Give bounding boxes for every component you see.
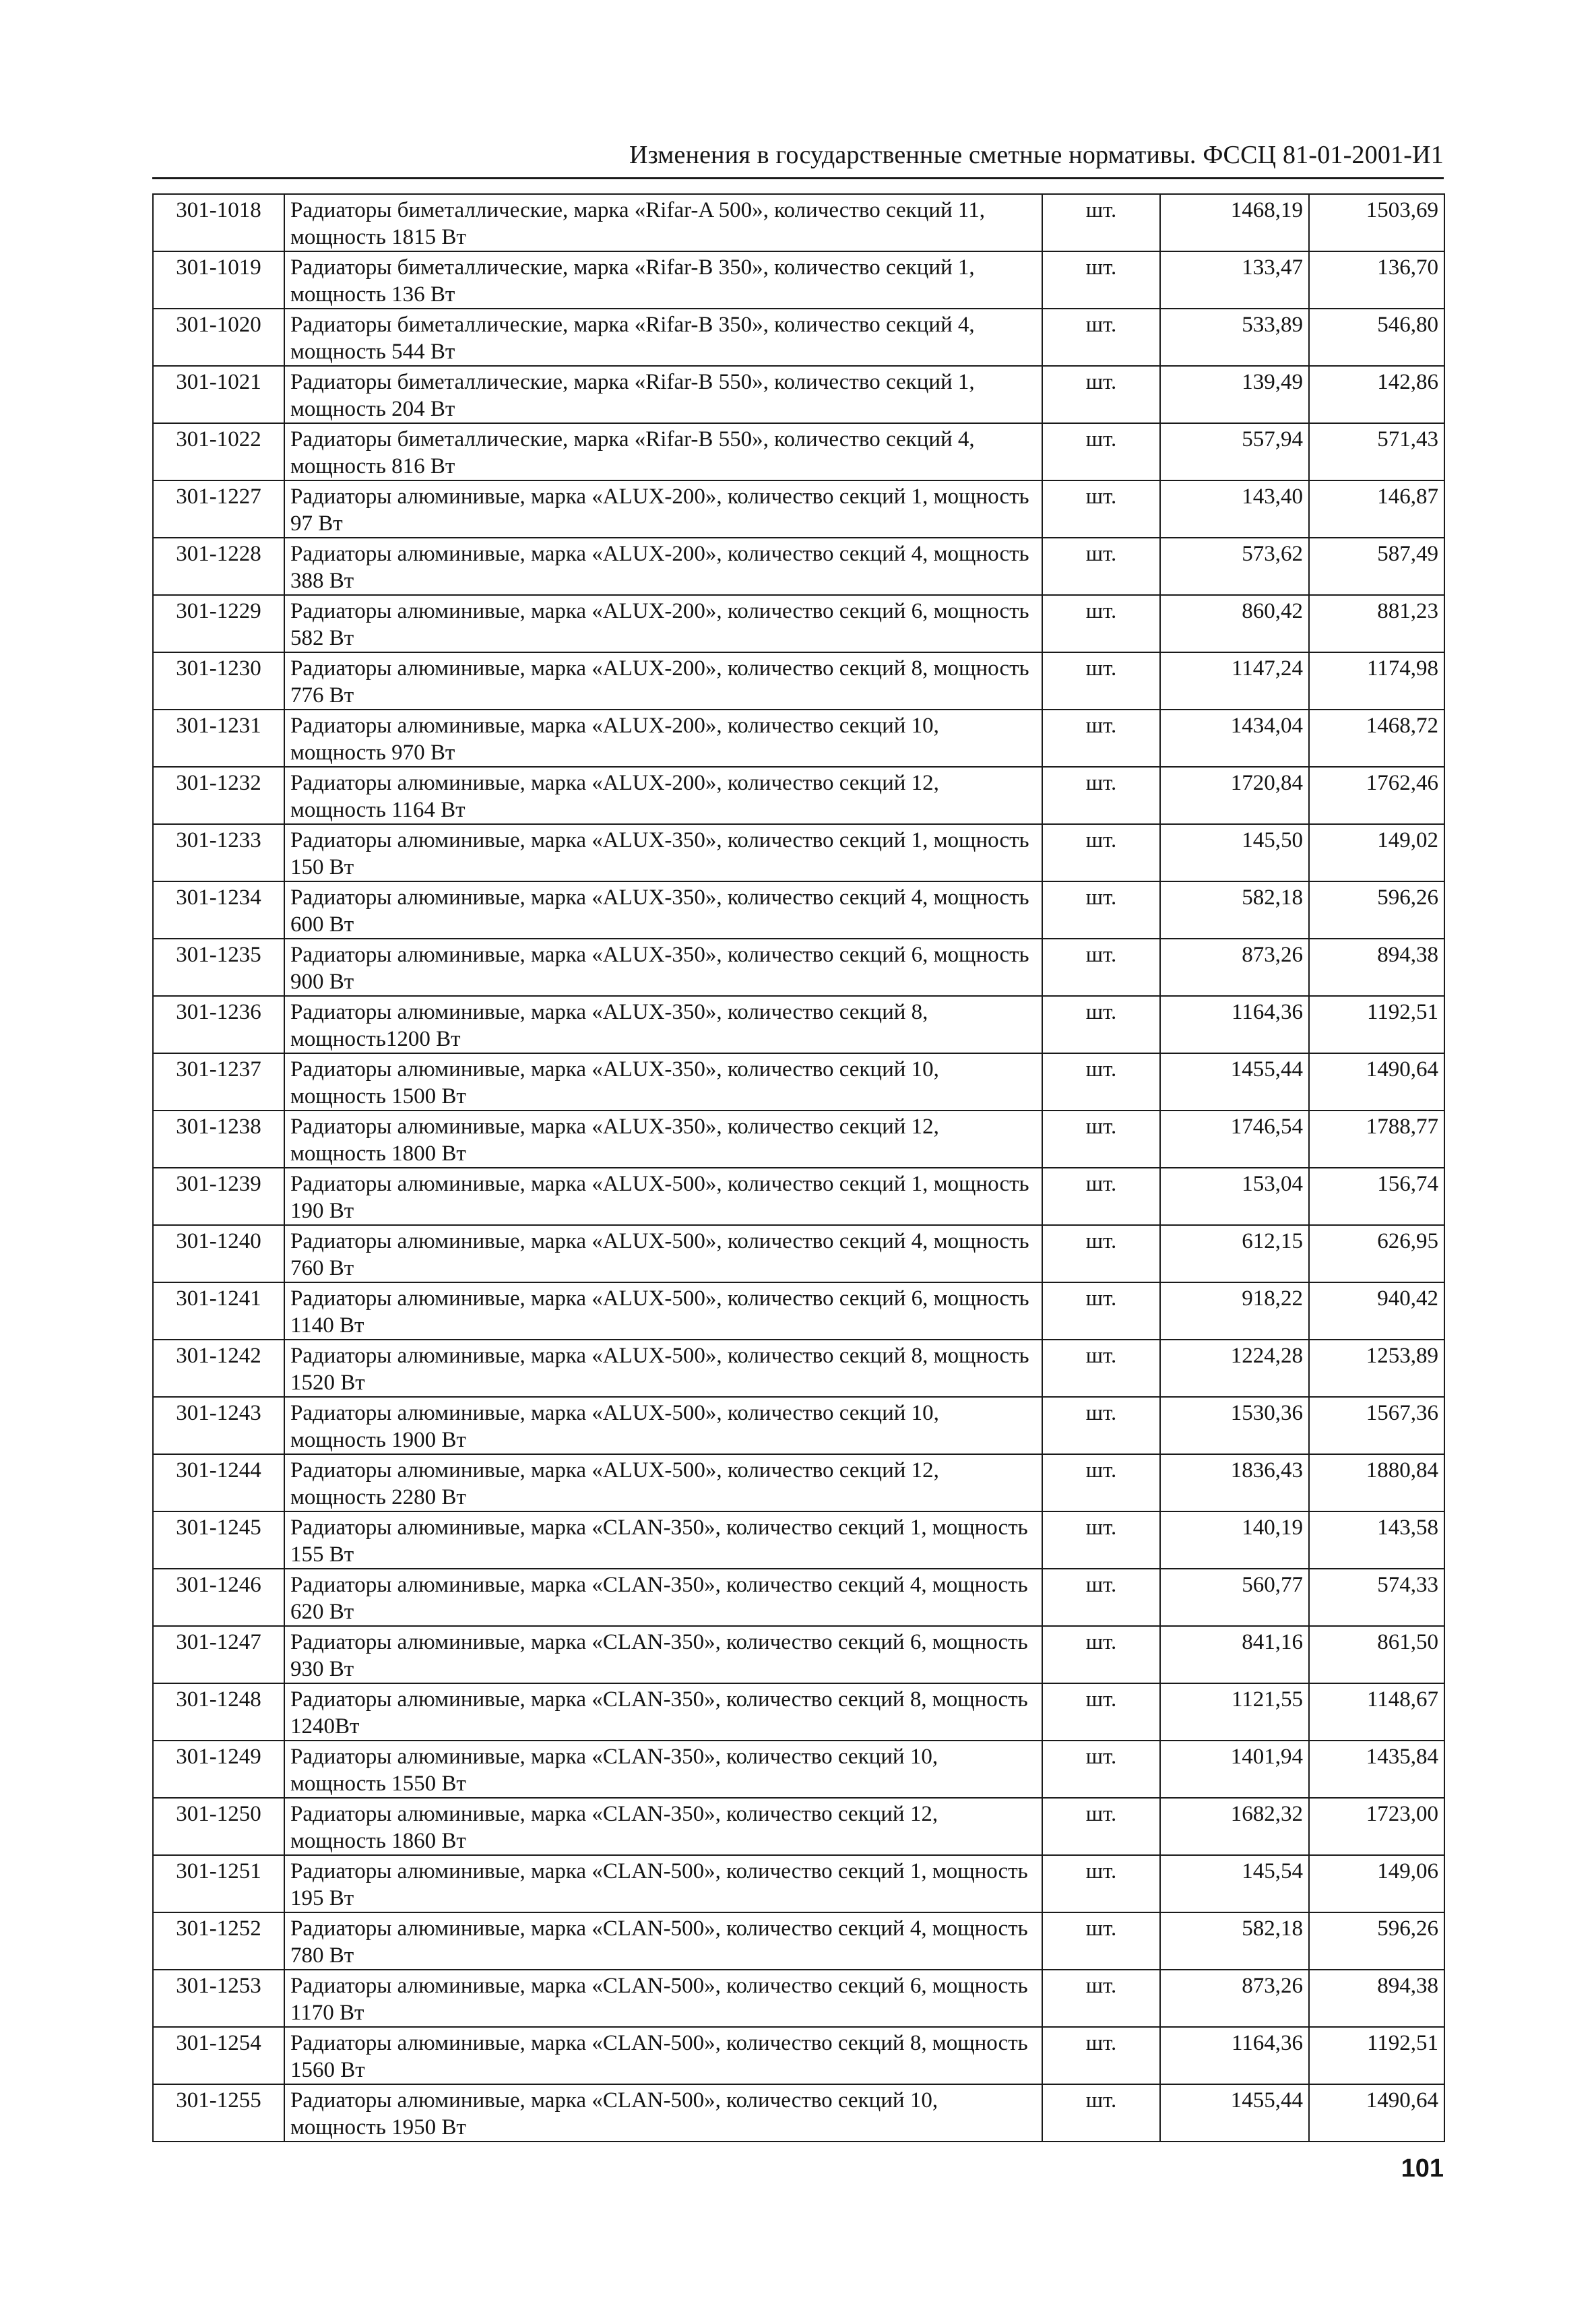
item-unit: шт. (1042, 251, 1160, 309)
item-code: 301-1238 (153, 1111, 284, 1168)
item-price-2: 1435,84 (1309, 1741, 1444, 1798)
item-price-1: 873,26 (1160, 939, 1309, 996)
table-row (153, 1340, 1444, 1397)
item-code: 301-1019 (153, 251, 284, 309)
item-unit: шт. (1042, 309, 1160, 366)
item-unit: шт. (1042, 1569, 1160, 1626)
item-description: Радиаторы алюминивые, марка «CLAN-500», количество секций 8, мощность 1560 Вт (284, 2027, 1042, 2084)
item-code: 301-1232 (153, 767, 284, 824)
item-unit: шт. (1042, 1454, 1160, 1511)
item-price-1: 560,77 (1160, 1569, 1309, 1626)
item-price-1: 1455,44 (1160, 1053, 1309, 1111)
item-unit: шт. (1042, 1912, 1160, 1970)
item-description: Радиаторы алюминивые, марка «CLAN-500», количество секций 1, мощность 195 Вт (284, 1855, 1042, 1912)
item-unit: шт. (1042, 939, 1160, 996)
item-price-1: 1836,43 (1160, 1454, 1309, 1511)
item-unit: шт. (1042, 1225, 1160, 1282)
item-price-1: 153,04 (1160, 1168, 1309, 1225)
item-description: Радиаторы алюминивые, марка «ALUX-200», количество секций 6, мощность 582 Вт (284, 595, 1042, 652)
item-description: Радиаторы алюминивые, марка «CLAN-350», количество секций 10, мощность 1550 Вт (284, 1741, 1042, 1798)
item-price-2: 142,86 (1309, 366, 1444, 423)
table-row (153, 652, 1444, 710)
table-row (153, 1569, 1444, 1626)
item-price-2: 1567,36 (1309, 1397, 1444, 1454)
item-description: Радиаторы биметаллические, марка «Rifar-A 500», количество секций 11, мощность 1815 Вт (284, 194, 1042, 251)
item-unit: шт. (1042, 595, 1160, 652)
item-description: Радиаторы алюминивые, марка «CLAN-350», количество секций 8, мощность 1240Вт (284, 1683, 1042, 1741)
item-description: Радиаторы алюминивые, марка «ALUX-200», количество секций 10, мощность 970 Вт (284, 710, 1042, 767)
item-unit: шт. (1042, 2084, 1160, 2142)
item-description: Радиаторы алюминивые, марка «CLAN-350», количество секций 12, мощность 1860 Вт (284, 1798, 1042, 1855)
table-row (153, 423, 1444, 480)
table-row (153, 595, 1444, 652)
item-code: 301-1255 (153, 2084, 284, 2142)
item-code: 301-1254 (153, 2027, 284, 2084)
item-code: 301-1231 (153, 710, 284, 767)
item-description: Радиаторы алюминивые, марка «CLAN-500», количество секций 6, мощность 1170 Вт (284, 1970, 1042, 2027)
item-code: 301-1248 (153, 1683, 284, 1741)
item-description: Радиаторы алюминивые, марка «ALUX-500», количество секций 10, мощность 1900 Вт (284, 1397, 1042, 1454)
header-title: Изменения в государственные сметные нормативы. ФССЦ 81-01-2001-И1 (629, 141, 1444, 169)
item-unit: шт. (1042, 1855, 1160, 1912)
table-row (153, 538, 1444, 595)
item-code: 301-1246 (153, 1569, 284, 1626)
item-description: Радиаторы алюминивые, марка «ALUX-350», количество секций 8, мощность1200 Вт (284, 996, 1042, 1053)
item-price-2: 143,58 (1309, 1511, 1444, 1569)
item-unit: шт. (1042, 1168, 1160, 1225)
item-unit: шт. (1042, 194, 1160, 251)
item-description: Радиаторы алюминивые, марка «ALUX-500», количество секций 12, мощность 2280 Вт (284, 1454, 1042, 1511)
item-unit: шт. (1042, 1741, 1160, 1798)
item-price-1: 1434,04 (1160, 710, 1309, 767)
table-row (153, 251, 1444, 309)
item-code: 301-1234 (153, 881, 284, 939)
table-row (153, 1111, 1444, 1168)
item-price-1: 139,49 (1160, 366, 1309, 423)
item-code: 301-1229 (153, 595, 284, 652)
item-unit: шт. (1042, 824, 1160, 881)
item-price-1: 841,16 (1160, 1626, 1309, 1683)
table-row (153, 767, 1444, 824)
item-description: Радиаторы алюминивые, марка «ALUX-350», количество секций 1, мощность 150 Вт (284, 824, 1042, 881)
item-price-2: 1192,51 (1309, 2027, 1444, 2084)
item-unit: шт. (1042, 996, 1160, 1053)
item-code: 301-1237 (153, 1053, 284, 1111)
item-unit: шт. (1042, 1111, 1160, 1168)
item-price-2: 861,50 (1309, 1626, 1444, 1683)
table-row (153, 996, 1444, 1053)
item-code: 301-1252 (153, 1912, 284, 1970)
item-price-1: 612,15 (1160, 1225, 1309, 1282)
item-price-1: 918,22 (1160, 1282, 1309, 1340)
item-description: Радиаторы алюминивые, марка «ALUX-500», количество секций 8, мощность 1520 Вт (284, 1340, 1042, 1397)
item-description: Радиаторы алюминивые, марка «ALUX-350», количество секций 12, мощность 1800 Вт (284, 1111, 1042, 1168)
item-code: 301-1230 (153, 652, 284, 710)
item-code: 301-1242 (153, 1340, 284, 1397)
item-description: Радиаторы биметаллические, марка «Rifar-B 350», количество секций 4, мощность 544 Вт (284, 309, 1042, 366)
item-price-1: 557,94 (1160, 423, 1309, 480)
item-price-2: 571,43 (1309, 423, 1444, 480)
table-row (153, 1683, 1444, 1741)
item-price-1: 1224,28 (1160, 1340, 1309, 1397)
item-price-2: 881,23 (1309, 595, 1444, 652)
table-row (153, 1397, 1444, 1454)
table-row (153, 881, 1444, 939)
table-row (153, 824, 1444, 881)
item-price-1: 1121,55 (1160, 1683, 1309, 1741)
item-unit: шт. (1042, 1340, 1160, 1397)
item-description: Радиаторы алюминивые, марка «CLAN-350», количество секций 4, мощность 620 Вт (284, 1569, 1042, 1626)
item-code: 301-1021 (153, 366, 284, 423)
table-row (153, 1798, 1444, 1855)
item-unit: шт. (1042, 366, 1160, 423)
table-row (153, 1168, 1444, 1225)
item-price-2: 626,95 (1309, 1225, 1444, 1282)
table-row (153, 1741, 1444, 1798)
item-description: Радиаторы алюминивые, марка «ALUX-350», количество секций 6, мощность 900 Вт (284, 939, 1042, 996)
item-price-1: 573,62 (1160, 538, 1309, 595)
item-price-2: 596,26 (1309, 1912, 1444, 1970)
item-price-2: 1174,98 (1309, 652, 1444, 710)
item-price-1: 860,42 (1160, 595, 1309, 652)
item-price-1: 1164,36 (1160, 2027, 1309, 2084)
table-row (153, 2084, 1444, 2142)
item-price-2: 940,42 (1309, 1282, 1444, 1340)
item-price-2: 587,49 (1309, 538, 1444, 595)
item-code: 301-1251 (153, 1855, 284, 1912)
item-code: 301-1249 (153, 1741, 284, 1798)
item-unit: шт. (1042, 423, 1160, 480)
item-unit: шт. (1042, 652, 1160, 710)
item-price-1: 1147,24 (1160, 652, 1309, 710)
page-header (152, 138, 1444, 172)
item-description: Радиаторы алюминивые, марка «CLAN-500», количество секций 4, мощность 780 Вт (284, 1912, 1042, 1970)
item-price-1: 1746,54 (1160, 1111, 1309, 1168)
item-code: 301-1240 (153, 1225, 284, 1282)
item-code: 301-1020 (153, 309, 284, 366)
item-unit: шт. (1042, 2027, 1160, 2084)
item-code: 301-1253 (153, 1970, 284, 2027)
item-code: 301-1233 (153, 824, 284, 881)
item-price-1: 133,47 (1160, 251, 1309, 309)
item-unit: шт. (1042, 1511, 1160, 1569)
table-row (153, 1511, 1444, 1569)
item-code: 301-1245 (153, 1511, 284, 1569)
item-code: 301-1244 (153, 1454, 284, 1511)
item-price-2: 149,06 (1309, 1855, 1444, 1912)
table-row (153, 939, 1444, 996)
table-row (153, 480, 1444, 538)
item-price-1: 1530,36 (1160, 1397, 1309, 1454)
item-description: Радиаторы алюминивые, марка «ALUX-500», количество секций 4, мощность 760 Вт (284, 1225, 1042, 1282)
item-price-1: 1682,32 (1160, 1798, 1309, 1855)
item-unit: шт. (1042, 1397, 1160, 1454)
item-price-1: 582,18 (1160, 1912, 1309, 1970)
item-description: Радиаторы биметаллические, марка «Rifar-B 550», количество секций 4, мощность 816 Вт (284, 423, 1042, 480)
item-price-1: 1720,84 (1160, 767, 1309, 824)
price-table-body (153, 194, 1444, 2142)
item-price-1: 145,54 (1160, 1855, 1309, 1912)
item-description: Радиаторы алюминивые, марка «ALUX-200», количество секций 1, мощность 97 Вт (284, 480, 1042, 538)
item-price-2: 136,70 (1309, 251, 1444, 309)
item-price-1: 873,26 (1160, 1970, 1309, 2027)
item-description: Радиаторы алюминивые, марка «ALUX-200», количество секций 12, мощность 1164 Вт (284, 767, 1042, 824)
table-row (153, 366, 1444, 423)
item-price-2: 894,38 (1309, 1970, 1444, 2027)
item-code: 301-1228 (153, 538, 284, 595)
item-unit: шт. (1042, 1683, 1160, 1741)
item-price-2: 156,74 (1309, 1168, 1444, 1225)
item-price-1: 533,89 (1160, 309, 1309, 366)
item-unit: шт. (1042, 538, 1160, 595)
item-price-2: 1762,46 (1309, 767, 1444, 824)
price-table (152, 193, 1445, 2142)
item-code: 301-1239 (153, 1168, 284, 1225)
item-price-1: 1455,44 (1160, 2084, 1309, 2142)
item-price-1: 140,19 (1160, 1511, 1309, 1569)
item-price-2: 1468,72 (1309, 710, 1444, 767)
item-description: Радиаторы алюминивые, марка «ALUX-200», количество секций 8, мощность 776 Вт (284, 652, 1042, 710)
item-price-2: 546,80 (1309, 309, 1444, 366)
table-row (153, 1454, 1444, 1511)
item-code: 301-1243 (153, 1397, 284, 1454)
item-unit: шт. (1042, 1798, 1160, 1855)
table-row (153, 1970, 1444, 2027)
table-row (153, 309, 1444, 366)
item-price-1: 1468,19 (1160, 194, 1309, 251)
item-description: Радиаторы алюминивые, марка «CLAN-350», количество секций 6, мощность 930 Вт (284, 1626, 1042, 1683)
item-description: Радиаторы алюминивые, марка «ALUX-500», количество секций 6, мощность 1140 Вт (284, 1282, 1042, 1340)
table-row (153, 1053, 1444, 1111)
page-number: 101 (1401, 2154, 1444, 2183)
item-code: 301-1250 (153, 1798, 284, 1855)
item-price-2: 1880,84 (1309, 1454, 1444, 1511)
item-price-2: 1503,69 (1309, 194, 1444, 251)
item-description: Радиаторы биметаллические, марка «Rifar-B 550», количество секций 1, мощность 204 Вт (284, 366, 1042, 423)
item-price-2: 1490,64 (1309, 1053, 1444, 1111)
item-price-2: 596,26 (1309, 881, 1444, 939)
item-code: 301-1241 (153, 1282, 284, 1340)
item-price-1: 145,50 (1160, 824, 1309, 881)
item-description: Радиаторы биметаллические, марка «Rifar-B 350», количество секций 1, мощность 136 Вт (284, 251, 1042, 309)
table-row (153, 1626, 1444, 1683)
item-price-1: 1164,36 (1160, 996, 1309, 1053)
item-price-1: 1401,94 (1160, 1741, 1309, 1798)
item-unit: шт. (1042, 881, 1160, 939)
item-code: 301-1236 (153, 996, 284, 1053)
item-price-1: 582,18 (1160, 881, 1309, 939)
item-price-2: 1490,64 (1309, 2084, 1444, 2142)
table-row (153, 2027, 1444, 2084)
item-price-2: 1253,89 (1309, 1340, 1444, 1397)
table-row (153, 1855, 1444, 1912)
item-unit: шт. (1042, 1053, 1160, 1111)
item-price-2: 1148,67 (1309, 1683, 1444, 1741)
item-price-2: 149,02 (1309, 824, 1444, 881)
table-row (153, 194, 1444, 251)
item-price-2: 146,87 (1309, 480, 1444, 538)
item-price-2: 1723,00 (1309, 1798, 1444, 1855)
table-row (153, 710, 1444, 767)
item-code: 301-1235 (153, 939, 284, 996)
item-price-2: 574,33 (1309, 1569, 1444, 1626)
table-row (153, 1282, 1444, 1340)
item-description: Радиаторы алюминивые, марка «ALUX-200», количество секций 4, мощность 388 Вт (284, 538, 1042, 595)
item-code: 301-1227 (153, 480, 284, 538)
item-unit: шт. (1042, 1970, 1160, 2027)
item-description: Радиаторы алюминивые, марка «CLAN-350», количество секций 1, мощность 155 Вт (284, 1511, 1042, 1569)
item-code: 301-1022 (153, 423, 284, 480)
item-description: Радиаторы алюминивые, марка «CLAN-500», количество секций 10, мощность 1950 Вт (284, 2084, 1042, 2142)
item-price-2: 894,38 (1309, 939, 1444, 996)
item-unit: шт. (1042, 1282, 1160, 1340)
item-description: Радиаторы алюминивые, марка «ALUX-500», количество секций 1, мощность 190 Вт (284, 1168, 1042, 1225)
item-unit: шт. (1042, 710, 1160, 767)
item-unit: шт. (1042, 480, 1160, 538)
item-price-2: 1788,77 (1309, 1111, 1444, 1168)
item-price-2: 1192,51 (1309, 996, 1444, 1053)
item-unit: шт. (1042, 767, 1160, 824)
item-unit: шт. (1042, 1626, 1160, 1683)
header-divider (152, 177, 1444, 179)
item-price-1: 143,40 (1160, 480, 1309, 538)
table-row (153, 1912, 1444, 1970)
item-description: Радиаторы алюминивые, марка «ALUX-350», количество секций 10, мощность 1500 Вт (284, 1053, 1042, 1111)
item-description: Радиаторы алюминивые, марка «ALUX-350», количество секций 4, мощность 600 Вт (284, 881, 1042, 939)
item-code: 301-1018 (153, 194, 284, 251)
table-row (153, 1225, 1444, 1282)
item-code: 301-1247 (153, 1626, 284, 1683)
